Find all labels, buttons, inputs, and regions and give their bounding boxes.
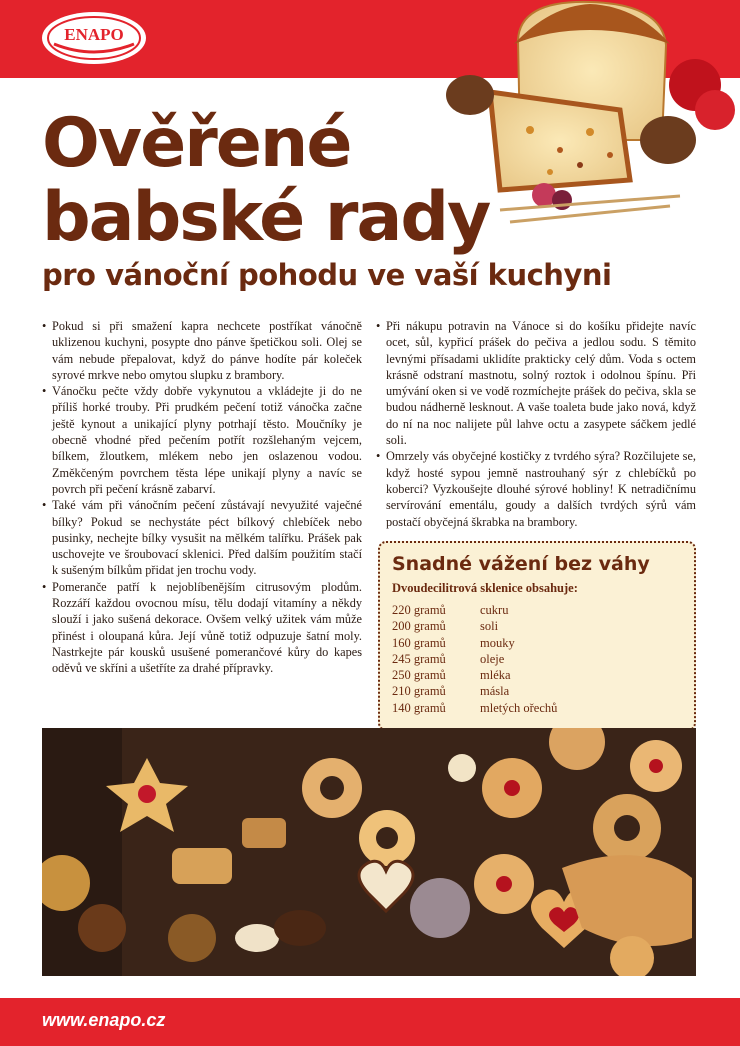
- tips-column-left: [42, 318, 362, 677]
- tip-item: • Také vám při vánočním pečení zůstávají nevyužité vaječné bílky? Pokud se nechystáte péct bílkový chlebíček nebo pusinky, nechejte bílky vysušit na mělkém talířku. Prášek pak uschovejte ve šroubovací sklenici. Před dalším použitím stačí k sušeným bílkům přidat jen trochu vody.: [42, 497, 362, 578]
- measure-amount: 210 gramů: [392, 684, 446, 699]
- measure-amount: 140 gramů: [392, 700, 446, 715]
- tip-item: • Pomeranče patří k nejoblíbenějším citrusovým plodům. Rozzáří každou ovocnou mísu, tělu dodají vitamíny a někdy slouží i jako sušená dekorace. Ovšem velký užitek vám může přinést i oloupaná kůra. Její vůně totiž odpuzuje šatní moly. Nastrkejte pár kousků usušené pomerančové kůry do kapes oděvů ve skříni a ušetříte za drahé přípravky.: [42, 579, 362, 677]
- measure-amount: 250 gramů: [392, 668, 446, 683]
- measure-amount: 220 gramů: [392, 603, 446, 617]
- measure-item: soli: [480, 619, 499, 634]
- measure-amount: 160 gramů: [392, 635, 446, 650]
- footer-website-link[interactable]: www.enapo.cz: [42, 1010, 166, 1030]
- tip-item: • Při nákupu potravin na Vánoce si do košíku přidejte navíc ocet, sůl, kypřicí prášek do pečiva a jedlou sodu. S těmito levnými přísadami uklidíte prakticky celý dům. Voda s octem krásně odstraní mastnotu, solný roztok i odolnou špínu. Při umývání oken si ve vodě rozmíchejte prášek do pečiva, skla se budou nádherně lesknout. A vaše toaleta bude jako nová, když do ní na noc nalijete půl lahve octu a zasypete sáčkem jedlé soli.: [376, 318, 696, 448]
- weighing-box: [378, 541, 696, 731]
- measure-row: [392, 683, 682, 699]
- box-title: Snadné vážení bez váhy: [392, 553, 650, 575]
- title-line-2: babské rady: [42, 178, 490, 257]
- measure-row: [392, 667, 682, 683]
- measure-amount: 200 gramů: [392, 619, 446, 634]
- measure-item: másla: [480, 684, 510, 699]
- measure-row: [392, 651, 682, 667]
- christmas-cookies-photo: [42, 728, 696, 976]
- measure-row: [392, 618, 682, 634]
- measure-row: [392, 700, 682, 716]
- measure-item: mletých ořechů: [480, 700, 558, 715]
- measure-item: mouky: [480, 635, 515, 650]
- enapo-logo: [40, 10, 148, 66]
- tip-item: • Vánočku pečte vždy dobře vykynutou a vkládejte ji do ne příliš horké trouby. Při prudkém pečení totiž vánočka začne ještě kynout a unikající plyny potrhají těsto. Moučníky je obecně vhodné před pečením potřít rozšlehaným vejcem, bílkem, žloutkem, mlékem nebo jen oslazenou vodou. Změkčeným povrchem těsta lépe unikají plyny a navíc se povrch při pečení krásně zabarví.: [42, 383, 362, 497]
- tip-item: • Omrzely vás obyčejné kostičky z tvrdého sýra? Rozčilujete se, když hosté sypou jemně nastrouhaný sýr z chlebíčků po koberci? Vyzkoušejte dlouhé sýrové hobliny! K netradičnímu servírování ementálu, goudy a dalších tvrdých sýrů vám postačí obyčejná škrabka na brambory.: [376, 448, 696, 529]
- title-line-1: Ověřené: [42, 104, 351, 183]
- measure-row: [392, 602, 682, 618]
- tip-item: • Pokud si při smažení kapra nechcete postříkat vánočně uklizenou kuchyni, posypte dno pánve špetičkou soli. Olej se vám nebude přepalovat, když do pánve hodíte pár koleček syrové mrkve nebo omytou slupku z brambory.: [42, 318, 362, 383]
- measure-item: mléka: [480, 668, 511, 683]
- measure-amount: 245 gramů: [392, 651, 446, 666]
- tips-column-right: [376, 318, 696, 530]
- svg-text:ENAPO: ENAPO: [64, 25, 124, 44]
- box-subtitle: Dvoudecilitrová sklenice obsahuje:: [392, 581, 578, 595]
- measure-row: [392, 635, 682, 651]
- subtitle: pro vánoční pohodu ve vaší kuchyni: [42, 258, 612, 292]
- measure-item: cukru: [480, 603, 509, 617]
- measure-item: oleje: [480, 651, 505, 666]
